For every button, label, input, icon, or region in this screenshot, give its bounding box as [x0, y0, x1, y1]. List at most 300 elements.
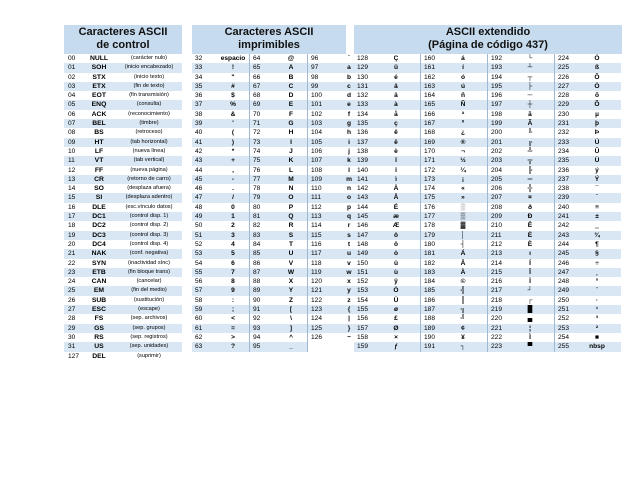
control-abbreviation: DC1 — [92, 213, 106, 221]
extended-code: 202 — [491, 147, 503, 155]
control-row — [64, 268, 182, 277]
control-row — [64, 342, 182, 351]
printable-char: , — [232, 166, 234, 174]
printable-row — [192, 286, 249, 295]
extended-code: 187 — [424, 306, 436, 314]
extended-row — [354, 221, 420, 230]
extended-code: 177 — [424, 213, 436, 221]
printable-code: 54 — [195, 259, 203, 267]
control-row — [64, 240, 182, 249]
printable-row — [250, 63, 307, 72]
control-code: 12 — [68, 166, 76, 174]
control-code: 25 — [68, 287, 76, 295]
extended-char: ╦ — [527, 157, 533, 165]
control-row — [64, 231, 182, 240]
printable-row — [250, 156, 307, 165]
printable-code: 47 — [195, 194, 203, 202]
extended-row — [555, 240, 621, 249]
extended-row — [354, 249, 420, 258]
control-code: 30 — [68, 333, 76, 341]
extended-char: ═ — [527, 175, 533, 183]
printable-row — [192, 240, 249, 249]
printable-row — [250, 286, 307, 295]
control-row — [64, 82, 182, 91]
extended-code: 130 — [357, 73, 369, 81]
extended-char: ¨ — [595, 287, 599, 295]
extended-code: 142 — [357, 185, 369, 193]
printable-code: 120 — [311, 278, 323, 286]
printable-row — [250, 166, 307, 175]
extended-char: ‗ — [595, 222, 599, 230]
extended-char: Ð — [527, 213, 533, 221]
extended-char: ¤ — [528, 194, 532, 202]
extended-row — [555, 184, 621, 193]
printable-char: ! — [231, 64, 235, 72]
printable-code: 42 — [195, 147, 203, 155]
printable-row — [192, 203, 249, 212]
extended-char: é — [394, 73, 398, 81]
extended-char: É — [393, 203, 399, 211]
control-row — [64, 203, 182, 212]
control-description: (control disp. 4) — [129, 240, 169, 247]
extended-code: 240 — [558, 203, 570, 211]
printable-char: 7 — [231, 268, 235, 276]
extended-code: 203 — [491, 157, 503, 165]
extended-row — [488, 63, 554, 72]
printable-row — [250, 314, 307, 323]
extended-code: 190 — [424, 333, 436, 341]
extended-code: 221 — [491, 324, 503, 332]
extended-char: Ô — [594, 73, 600, 81]
extended-row — [421, 100, 487, 109]
extended-row — [354, 54, 420, 63]
printable-code: 68 — [253, 92, 261, 100]
printable-row — [192, 54, 249, 63]
extended-code: 168 — [424, 129, 436, 137]
extended-char: ║ — [460, 296, 466, 304]
extended-row — [488, 54, 554, 63]
extended-char: ê — [394, 129, 398, 137]
extended-code: 206 — [491, 185, 503, 193]
extended-char: ╚ — [527, 129, 533, 137]
extended-row — [555, 73, 621, 82]
extended-row — [354, 240, 420, 249]
extended-code: 209 — [491, 213, 503, 221]
extended-char: Õ — [594, 101, 600, 109]
extended-row — [555, 277, 621, 286]
extended-char: ² — [595, 324, 599, 332]
extended-char: │ — [460, 231, 466, 239]
printable-code: 89 — [253, 287, 261, 295]
control-abbreviation: ENQ — [91, 101, 107, 109]
printable-code: 80 — [253, 203, 261, 211]
extended-char: ┌ — [527, 296, 533, 304]
extended-code: 254 — [558, 333, 570, 341]
printable-code: 88 — [253, 278, 261, 286]
extended-row — [488, 166, 554, 175]
extended-code: 148 — [357, 240, 369, 248]
extended-row — [555, 63, 621, 72]
printable-row — [250, 249, 307, 258]
extended-row — [421, 175, 487, 184]
extended-char: ¡ — [461, 175, 465, 183]
printable-row — [192, 249, 249, 258]
printable-char: @ — [287, 55, 295, 62]
extended-code: 234 — [558, 147, 570, 155]
printable-code: 61 — [195, 324, 203, 332]
printable-code: 87 — [253, 268, 261, 276]
control-title-line1: Caracteres ASCII — [78, 26, 168, 38]
extended-code: 157 — [357, 324, 369, 332]
extended-row — [421, 249, 487, 258]
extended-row — [488, 286, 554, 295]
printable-char: B — [288, 73, 294, 81]
printable-char: j — [348, 147, 350, 155]
printable-code: 124 — [311, 315, 323, 323]
printable-char: Z — [288, 296, 294, 304]
extended-char: î — [395, 166, 397, 174]
extended-char: ý — [595, 166, 599, 174]
control-row — [64, 324, 182, 333]
printable-char: 5 — [231, 250, 235, 258]
printable-code: 75 — [253, 157, 261, 165]
extended-code: 135 — [357, 120, 369, 128]
extended-row — [354, 147, 420, 156]
printable-code: 44 — [195, 166, 203, 174]
extended-row — [421, 138, 487, 147]
extended-code: 173 — [424, 175, 436, 183]
control-row — [64, 110, 182, 119]
printable-char: # — [231, 82, 235, 90]
extended-char: Ç — [393, 55, 399, 62]
printable-char: h — [346, 129, 352, 137]
extended-code: 235 — [558, 157, 570, 165]
control-description: (desplaza adentro) — [125, 194, 173, 201]
printable-char: 3 — [231, 231, 235, 239]
extended-char: ╗ — [460, 306, 466, 314]
extended-row — [354, 91, 420, 100]
printable-char: d — [346, 92, 352, 100]
printable-code: 38 — [195, 110, 203, 118]
printable-column-1 — [192, 54, 250, 352]
printable-row — [250, 324, 307, 333]
extended-row — [421, 231, 487, 240]
extended-row — [354, 128, 420, 137]
extended-row — [354, 203, 420, 212]
extended-code: 229 — [558, 101, 570, 109]
printable-table-header — [192, 25, 346, 54]
extended-title-line1: ASCII extendido — [445, 26, 531, 38]
control-abbreviation: SYN — [92, 259, 106, 267]
printable-code: 86 — [253, 259, 261, 267]
printable-char: 9 — [231, 287, 235, 295]
extended-char: ¸ — [595, 268, 599, 276]
extended-char: á — [461, 55, 465, 62]
control-description: (sep. registros) — [130, 333, 168, 340]
extended-char: Æ — [392, 222, 400, 230]
extended-row — [421, 63, 487, 72]
control-code: 00 — [68, 55, 76, 62]
extended-code: 237 — [558, 175, 570, 183]
printable-code: 62 — [195, 333, 203, 341]
printable-row — [192, 128, 249, 137]
extended-char: Ü — [393, 296, 399, 304]
printable-code: 33 — [195, 64, 203, 72]
control-description: (inicio texto) — [133, 73, 165, 80]
printable-code: 72 — [253, 129, 261, 137]
control-description: (escape) — [138, 306, 160, 313]
extended-code: 223 — [491, 343, 503, 351]
printable-char: X — [288, 278, 294, 286]
extended-row — [488, 82, 554, 91]
extended-char: ░ — [460, 203, 466, 211]
control-description: (desplaza afuera) — [127, 185, 171, 192]
extended-char: þ — [594, 120, 600, 128]
control-description: (tab vertical) — [133, 157, 165, 164]
extended-row — [488, 231, 554, 240]
extended-char: · — [595, 296, 599, 304]
extended-code: 145 — [357, 213, 369, 221]
printable-row — [250, 333, 307, 342]
printable-char: T — [288, 240, 294, 248]
printable-chars-table — [192, 25, 352, 352]
control-description: (carácter nulo) — [130, 55, 168, 61]
extended-code: 161 — [424, 64, 436, 72]
printable-char: r — [347, 222, 351, 230]
extended-code: 226 — [558, 73, 570, 81]
extended-code: 231 — [558, 120, 570, 128]
printable-code: 55 — [195, 268, 203, 276]
extended-row — [488, 221, 554, 230]
printable-char: 6 — [231, 259, 235, 267]
printable-code: 122 — [311, 296, 323, 304]
control-code: 27 — [68, 306, 76, 314]
extended-row — [488, 277, 554, 286]
control-description: (inactividad sínc) — [128, 259, 170, 266]
printable-column-2 — [250, 54, 308, 352]
extended-char: Ï — [529, 278, 531, 286]
extended-char: Ê — [527, 222, 533, 230]
control-row — [64, 166, 182, 175]
extended-row — [488, 128, 554, 137]
extended-code: 134 — [357, 110, 369, 118]
control-abbreviation: DC2 — [92, 222, 106, 230]
printable-code: 60 — [195, 315, 203, 323]
printable-code: 35 — [195, 82, 203, 90]
printable-char: y — [347, 287, 351, 295]
printable-row — [192, 277, 249, 286]
control-description: (sep. unidades) — [129, 343, 169, 350]
extended-row — [421, 193, 487, 202]
extended-row — [354, 184, 420, 193]
printable-code: 105 — [311, 138, 323, 146]
printable-char: = — [231, 324, 235, 332]
extended-code: 208 — [491, 203, 503, 211]
extended-code: 243 — [558, 231, 570, 239]
printable-char: D — [288, 92, 294, 100]
extended-code: 144 — [357, 203, 369, 211]
control-description: (control disp. 2) — [129, 222, 169, 229]
printable-char: ] — [289, 324, 293, 332]
printable-code: 43 — [195, 157, 203, 165]
printable-row — [192, 166, 249, 175]
extended-char: Ù — [594, 157, 600, 165]
extended-char: â — [394, 82, 398, 90]
extended-row — [354, 314, 420, 323]
printable-code: 82 — [253, 222, 261, 230]
printable-code: 66 — [253, 73, 261, 81]
printable-row — [192, 119, 249, 128]
control-abbreviation: FF — [94, 166, 104, 174]
extended-char: Å — [393, 194, 399, 202]
extended-char: ³ — [595, 315, 599, 323]
extended-char: à — [394, 101, 398, 109]
extended-char: « — [461, 185, 465, 193]
control-row — [64, 100, 182, 109]
extended-code: 166 — [424, 110, 436, 118]
printable-code: 103 — [311, 120, 323, 128]
control-code: 10 — [68, 147, 76, 155]
printable-char: P — [288, 203, 294, 211]
printable-code: 34 — [195, 73, 203, 81]
extended-char: Þ — [594, 129, 600, 137]
printable-char: ( — [231, 129, 235, 137]
printable-code: 59 — [195, 306, 203, 314]
control-description: (nueva página) — [130, 166, 168, 173]
printable-char: ; — [231, 306, 235, 314]
control-abbreviation: ETX — [92, 82, 106, 90]
extended-row — [555, 342, 621, 351]
control-row — [64, 147, 182, 156]
extended-code: 244 — [558, 240, 570, 248]
printable-code: 32 — [195, 55, 203, 62]
extended-char: ╝ — [460, 315, 466, 323]
printable-char: V — [288, 259, 294, 267]
printable-row — [250, 110, 307, 119]
extended-char: ù — [393, 268, 399, 276]
printable-char: Y — [288, 287, 294, 295]
printable-char: M — [288, 175, 294, 183]
extended-char: ì — [395, 175, 397, 183]
extended-code: 197 — [491, 101, 503, 109]
extended-code: 180 — [424, 240, 436, 248]
control-code: 23 — [68, 268, 76, 276]
printable-char: E — [288, 101, 294, 109]
control-code: 07 — [68, 120, 76, 128]
extended-row — [555, 268, 621, 277]
printable-code: 111 — [311, 194, 322, 202]
printable-code: 39 — [195, 120, 203, 128]
printable-code: 113 — [311, 213, 322, 221]
extended-row — [421, 184, 487, 193]
extended-code: 155 — [357, 306, 369, 314]
extended-char: █ — [527, 306, 533, 314]
printable-code: 101 — [311, 101, 323, 109]
extended-code: 165 — [424, 101, 436, 109]
control-row — [64, 286, 182, 295]
printable-char: v — [347, 259, 351, 267]
extended-row — [421, 314, 487, 323]
extended-char: Ì — [529, 333, 531, 341]
printable-title-line1: Caracteres ASCII — [224, 26, 314, 38]
control-code: 20 — [68, 240, 76, 248]
extended-code: 242 — [558, 222, 570, 230]
printable-char: O — [288, 194, 294, 202]
extended-char: ´ — [595, 194, 599, 202]
printable-char: z — [347, 296, 351, 304]
printable-code: 121 — [311, 287, 323, 295]
extended-row — [354, 324, 420, 333]
printable-code: 71 — [253, 120, 261, 128]
extended-row — [555, 286, 621, 295]
extended-char: ┼ — [527, 101, 533, 109]
extended-code: 183 — [424, 268, 436, 276]
control-row — [64, 63, 182, 72]
printable-row — [250, 259, 307, 268]
control-row — [64, 128, 182, 137]
printable-row — [192, 221, 249, 230]
printable-code: 112 — [311, 203, 322, 211]
extended-code: 196 — [491, 92, 503, 100]
extended-char: × — [394, 333, 398, 341]
extended-row — [555, 138, 621, 147]
extended-code: 212 — [491, 240, 503, 248]
printable-row — [250, 193, 307, 202]
extended-char: ë — [394, 138, 398, 146]
printable-char: ? — [230, 343, 236, 351]
control-description: (timbre) — [139, 120, 159, 127]
extended-row — [488, 249, 554, 258]
extended-char: ╩ — [527, 147, 533, 155]
extended-char: ± — [595, 213, 599, 221]
control-code: 28 — [68, 315, 76, 323]
extended-char: ® — [460, 138, 466, 146]
extended-row — [421, 296, 487, 305]
extended-char: Ã — [527, 120, 533, 128]
printable-code: 98 — [311, 73, 319, 81]
extended-char: ü — [393, 64, 399, 72]
extended-code: 154 — [357, 296, 369, 304]
control-code: 16 — [68, 203, 76, 211]
extended-code: 146 — [357, 222, 369, 230]
extended-row — [354, 100, 420, 109]
printable-title-line2: imprimibles — [238, 39, 300, 51]
control-code: 02 — [68, 73, 76, 81]
extended-row — [354, 138, 420, 147]
printable-char: 1 — [231, 213, 235, 221]
extended-code: 184 — [424, 278, 436, 286]
printable-code: 79 — [253, 194, 261, 202]
extended-code: 201 — [491, 138, 503, 146]
printable-code: 70 — [253, 110, 261, 118]
control-code: 04 — [68, 92, 76, 100]
control-row — [64, 193, 182, 202]
printable-char: < — [231, 315, 235, 323]
printable-code: 104 — [311, 129, 323, 137]
extended-code: 253 — [558, 324, 570, 332]
extended-char: └ — [527, 55, 533, 62]
extended-char: Û — [594, 147, 600, 155]
printable-row — [250, 147, 307, 156]
control-code: 127 — [68, 352, 80, 360]
extended-row — [354, 175, 420, 184]
extended-char: ú — [460, 82, 466, 90]
extended-char: ¢ — [461, 324, 465, 332]
extended-code: 159 — [357, 343, 369, 351]
extended-code: 251 — [558, 306, 570, 314]
extended-char: ï — [395, 157, 397, 165]
printable-row — [192, 259, 249, 268]
